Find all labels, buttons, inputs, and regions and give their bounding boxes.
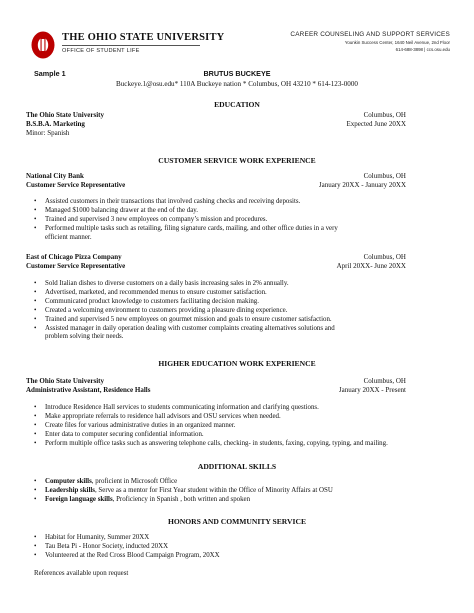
header-divider <box>62 45 200 46</box>
contact-line: Buckeye.1@osu.edu* 110A Buckeye nation * Columbus, OH 43210 * 614-123-0000 <box>116 80 358 88</box>
list-item: • Tau Beta Pi - Honor Society, inducted 20XX <box>34 543 444 552</box>
list-item <box>34 496 444 505</box>
ccs-contact: 614-688-3898 | ccs.osu.edu <box>395 47 450 52</box>
list-item: • Communicated product knowledge to customers facilitating decision making. <box>34 298 444 307</box>
ccs-address: Younkin Success Center, 1640 Neil Avenue, 2nd Floor <box>344 40 450 45</box>
skill-text: , Serve as a mentor for First Year student within the Office of Minority Affairs at OSU <box>94 486 333 494</box>
higher-ed-location: Columbus, OH <box>363 377 406 385</box>
skill-text: , Proficiency in Spanish , both written and spoken <box>112 495 251 503</box>
osu-logo-icon <box>30 30 56 60</box>
job-1-title: Customer Service Representative <box>26 181 126 189</box>
list-item: • Trained and supervised 3 new employees on company’s mission and procedures. <box>34 216 444 225</box>
school-name: The Ohio State University <box>26 111 104 119</box>
list-item: • Assisted manager in daily operation dealing with customer complaints creating alternatives solutions and <box>34 325 444 334</box>
higher-ed-employer: The Ohio State University <box>26 377 104 385</box>
job-2-location: Columbus, OH <box>363 253 406 261</box>
list-item: • Sold Italian dishes to diverse customers on a daily basis increasing sales in 2% annually. <box>34 280 444 289</box>
job-2-title: Customer Service Representative <box>26 262 126 270</box>
skill-label: Foreign language skills <box>45 495 113 503</box>
continuation-text: efficient manner. <box>45 233 92 241</box>
continuation-text: problem solving their needs. <box>45 333 124 341</box>
list-item-continuation <box>34 234 444 243</box>
ccs-title: CAREER COUNSELING AND SUPPORT SERVICES <box>290 31 450 38</box>
list-item: • Enter data to computer securing confidential information. <box>34 431 444 440</box>
higher-ed-heading: HIGHER EDUCATION WORK EXPERIENCE <box>158 359 316 368</box>
sample-label: Sample 1 <box>34 69 66 78</box>
skill-label: Computer skills <box>45 478 92 485</box>
skills-list <box>34 478 444 505</box>
list-item: • Introduce Residence Hall services to students communicating information and clarifying questions. <box>34 404 444 413</box>
list-item: • Created a welcoming environment to customers providing a pleasure dining experience. <box>34 307 444 316</box>
honors-list <box>34 534 444 561</box>
list-item-continuation <box>34 333 444 342</box>
ccs-block <box>290 31 450 52</box>
expected-date: Expected June 20XX <box>346 120 406 128</box>
list-item: • Create files for various administrative duties in an organized manner. <box>34 422 444 431</box>
letterhead <box>30 28 450 64</box>
job-1-dates: January 20XX - January 20XX <box>318 181 406 189</box>
minor: Minor: Spanish <box>26 129 70 137</box>
job-2-bullets <box>34 280 444 342</box>
list-item: • Volunteered at the Red Cross Blood Campaign Program, 20XX <box>34 552 444 561</box>
list-item: • Perform multiple office tasks such as answering telephone calls, checking- in students, faxing, copying, typing, and mailing. <box>34 440 444 449</box>
list-item: • Managed $1000 balancing drawer at the end of the day. <box>34 207 444 216</box>
school-location: Columbus, OH <box>363 111 406 119</box>
job-2-dates: April 20XX- June 20XX <box>336 262 406 270</box>
skill-label: Leadership skills <box>45 486 95 494</box>
skills-heading: ADDITIONAL SKILLS <box>197 462 277 471</box>
education-heading: EDUCATION <box>214 100 260 109</box>
higher-ed-bullets <box>34 404 444 449</box>
higher-ed-dates: January 20XX - Present <box>338 386 406 394</box>
references-note: References available upon request <box>34 570 129 577</box>
list-item: • Habitat for Humanity, Summer 20XX <box>34 534 444 543</box>
list-item: • Performed multiple tasks such as retailing, filing signature cards, mailing, and other office duties in a very <box>34 225 444 234</box>
job-1-location: Columbus, OH <box>363 172 406 180</box>
higher-ed-title: Administrative Assistant, Residence Halls <box>26 386 151 394</box>
university-name: THE OHIO STATE UNIVERSITY <box>62 32 225 43</box>
list-item: • Make appropriate referrals to residence hall advisors and OSU services when needed. <box>34 413 444 422</box>
list-item: • Advertised, marketed, and recommended menus to ensure customer satisfaction. <box>34 289 444 298</box>
list-item <box>34 478 444 487</box>
job-2-employer: East of Chicago Pizza Company <box>26 253 122 261</box>
list-item: • Trained and supervised 5 new employees on gourmet mission and goals to ensure customer satisfaction. <box>34 316 444 325</box>
office-name: OFFICE OF STUDENT LIFE <box>62 48 140 54</box>
list-item <box>34 487 444 496</box>
list-item: • Assisted customers in their transactions that involved cashing checks and receiving deposits. <box>34 198 444 207</box>
honors-heading: HONORS AND COMMUNITY SERVICE <box>167 517 307 526</box>
candidate-name: BRUTUS BUCKEYE <box>203 69 271 78</box>
job-1-employer: National City Bank <box>26 172 84 180</box>
customer-service-heading: CUSTOMER SERVICE WORK EXPERIENCE <box>158 156 316 165</box>
skill-text: , proficient in Microsoft Office <box>91 478 178 485</box>
job-1-bullets <box>34 198 444 243</box>
degree: B.S.B.A. Marketing <box>26 120 85 128</box>
